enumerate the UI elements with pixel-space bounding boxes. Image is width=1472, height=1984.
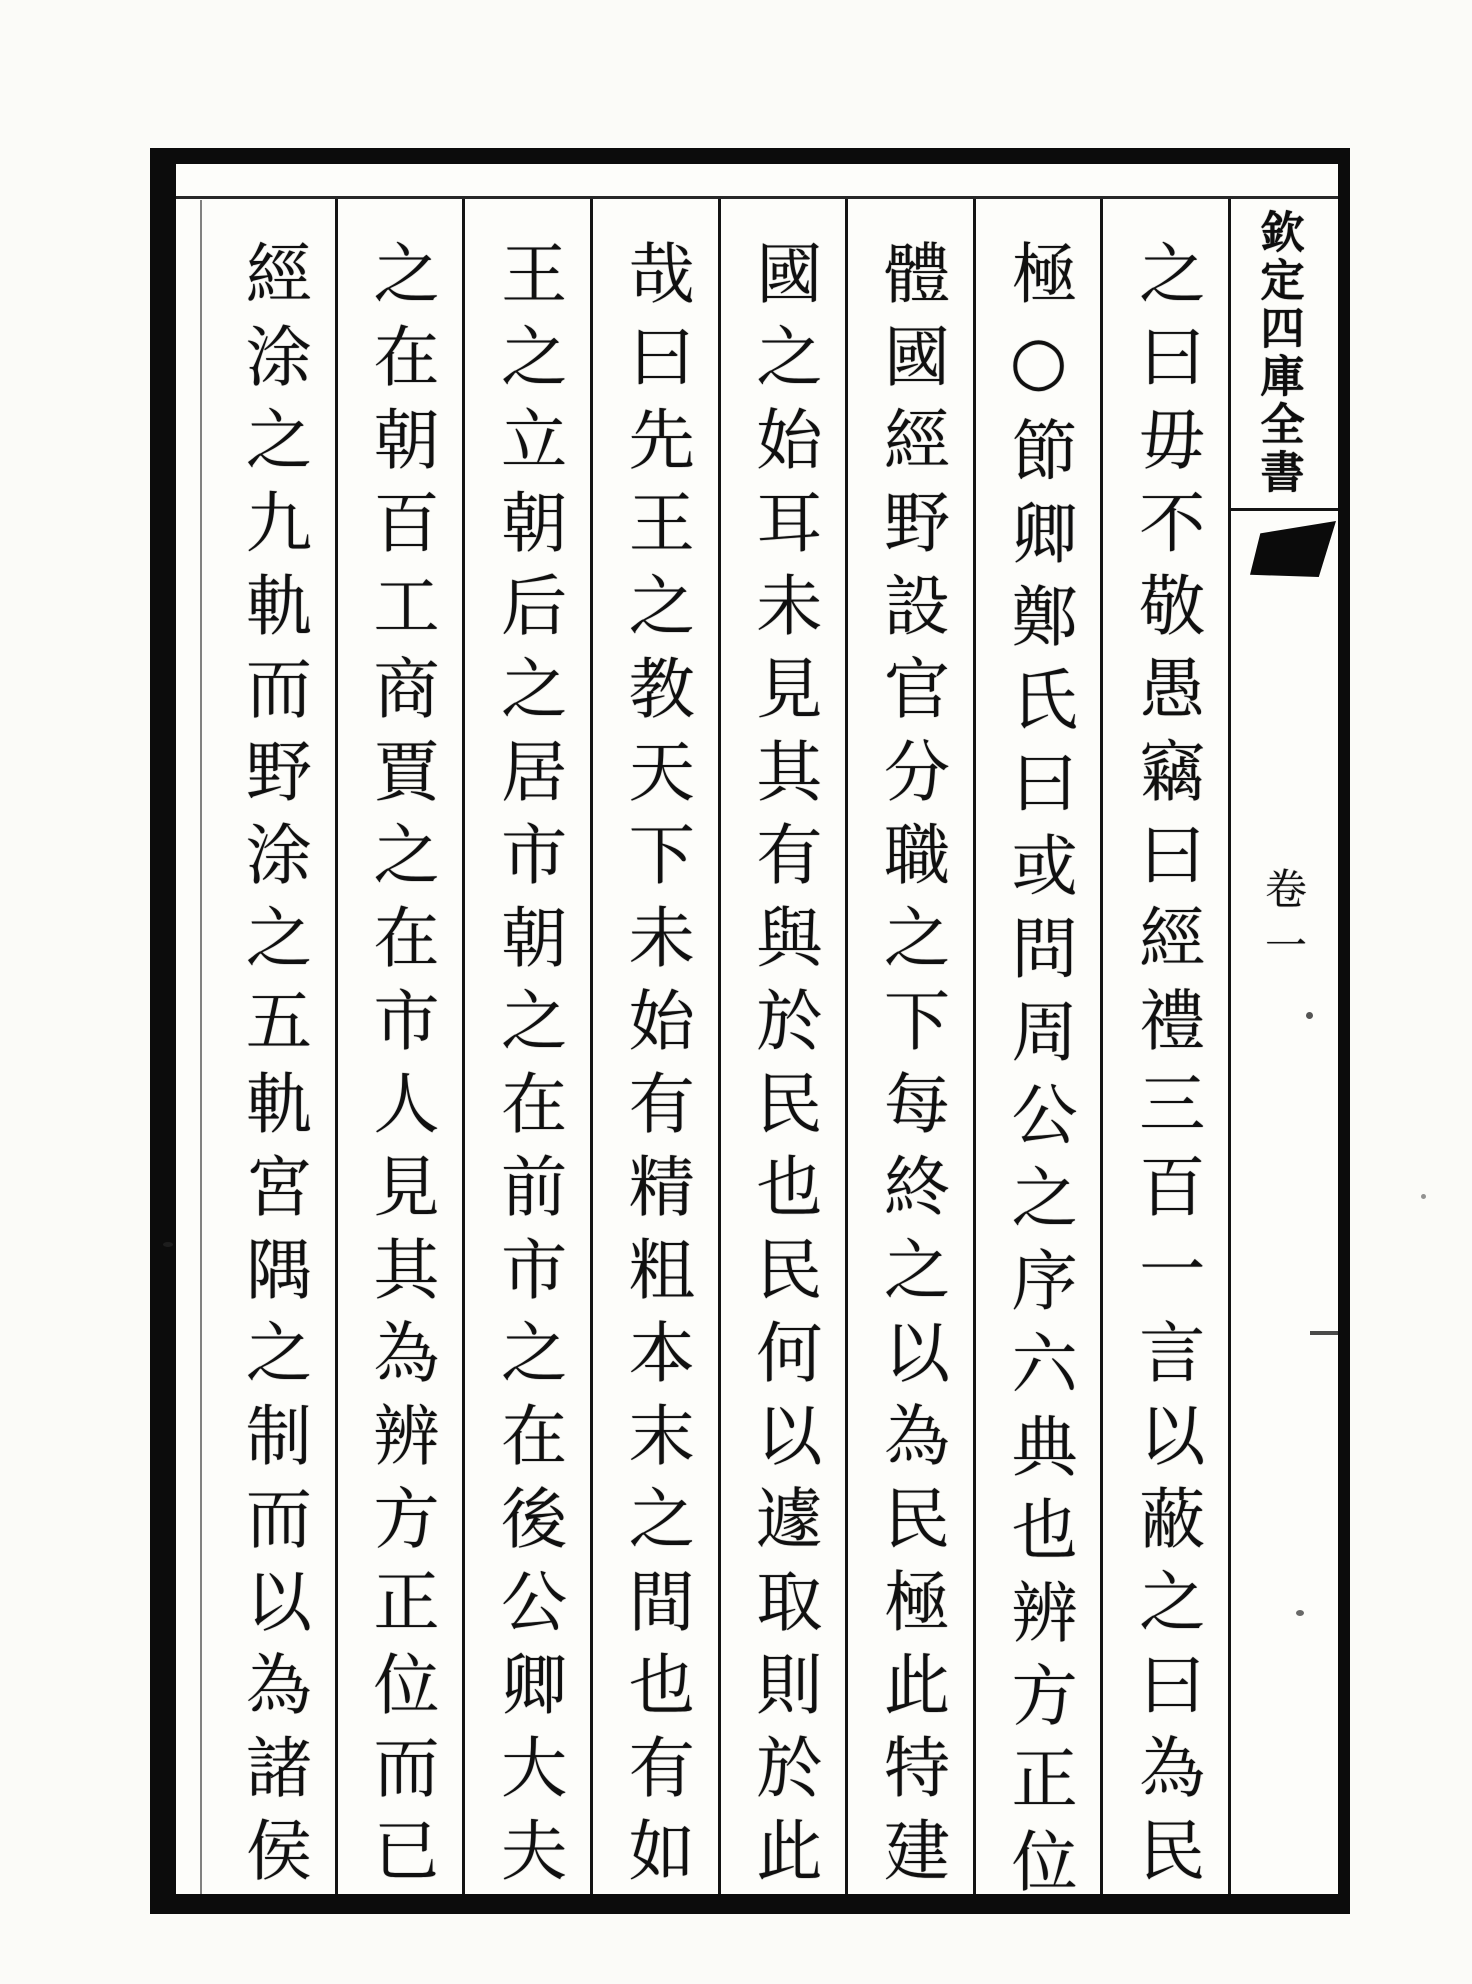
column-text: 王之立朝后之居市朝之在前市之在後公卿大夫: [489, 239, 567, 1899]
column-text: 之在朝百工商賈之在市人見其為辨方正位而已: [361, 239, 439, 1899]
text-column-6: [462, 199, 590, 1899]
text-column-5: [590, 199, 718, 1899]
column-text: 極○節卿鄭氏曰或問周公之序六典也辨方正位: [1000, 239, 1078, 1910]
page-border-frame: [150, 148, 1350, 1914]
ink-speck: [1296, 1610, 1304, 1616]
volume-label: 卷一: [1259, 867, 1308, 979]
title-column: [1228, 199, 1338, 1894]
text-column-3: [845, 199, 973, 1899]
ink-speck: [1421, 1194, 1426, 1199]
text-column-7: [335, 199, 463, 1899]
text-column-8: [210, 199, 335, 1899]
text-column-2: [973, 199, 1101, 1910]
column-text: 之曰毋不敬愚竊曰經禮三百一言以蔽之曰為民: [1127, 239, 1205, 1899]
series-title-box: [1231, 199, 1338, 511]
column-text: 經涂之九軌而野涂之五軌宮隅之制而以為諸侯: [234, 239, 312, 1899]
column-text: 國之始耳未見其有與於民也民何以遽取則於此: [744, 239, 822, 1899]
column-text: 哉曰先王之教天下未始有精粗本末之間也有如: [617, 239, 695, 1899]
black-tab-icon: [1250, 521, 1336, 577]
ink-speck: [1306, 1012, 1313, 1019]
text-column-1: [1100, 199, 1228, 1899]
text-column-4: [718, 199, 846, 1899]
margin-tick-icon: [1310, 1331, 1338, 1335]
column-text: 體國經野設官分職之下每終之以為民極此特建: [872, 239, 950, 1899]
series-title: 欽定四庫全書: [1252, 209, 1304, 497]
ink-speck: [163, 1242, 173, 1247]
text-columns-area: [176, 199, 1338, 1910]
